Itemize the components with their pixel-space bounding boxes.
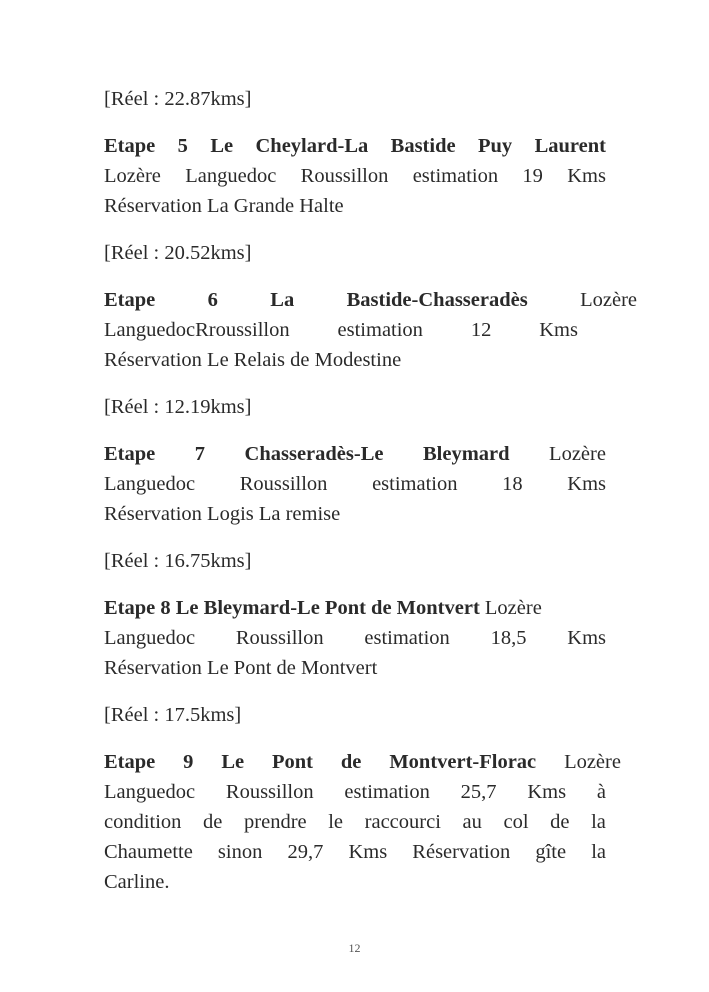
text-line: Languedoc Roussillon estimation 18,5 Kms <box>104 627 606 649</box>
real-distance: [Réel : 17.5kms] <box>104 704 242 726</box>
real-distance: [Réel : 22.87kms] <box>104 88 252 110</box>
stage-8-paragraph <box>104 593 606 683</box>
text-line: Languedoc Roussillon estimation 18 Kms <box>104 473 606 495</box>
text-line: Chaumette sinon 29,7 Kms Réservation gîte la <box>104 841 606 863</box>
stage-9-paragraph <box>104 747 621 897</box>
text-line: Réservation Logis La remise <box>104 503 341 525</box>
text-line: Réservation Le Pont de Montvert <box>104 657 378 679</box>
stage-7-paragraph <box>104 439 606 529</box>
text-line: Etape 6 La Bastide-Chasseradès Lozère <box>104 289 637 311</box>
text-line: Carline. <box>104 871 170 893</box>
page-number: 12 <box>348 941 361 955</box>
real-distance: [Réel : 12.19kms] <box>104 396 252 418</box>
text-line: Réservation La Grande Halte <box>104 195 344 217</box>
text-line: Languedoc Roussillon estimation 25,7 Kms à <box>104 781 606 803</box>
text-line: Etape 9 Le Pont de Montvert-Florac Lozère <box>104 751 621 773</box>
text-line: Réservation Le Relais de Modestine <box>104 349 402 371</box>
stage-6-paragraph <box>104 285 637 375</box>
text-line: Etape 8 Le Bleymard-Le Pont de Montvert Lozère <box>104 597 542 619</box>
stage-5-paragraph <box>104 131 606 221</box>
text-line: Etape 5 Le Cheylard-La Bastide Puy Laurent <box>104 135 606 157</box>
page-content <box>104 84 637 914</box>
text-line: condition de prendre le raccourci au col de la <box>104 811 606 833</box>
text-line: Lozère Languedoc Roussillon estimation 19 Kms <box>104 165 606 187</box>
real-distance: [Réel : 16.75kms] <box>104 550 252 572</box>
text-line: Etape 7 Chasseradès-Le Bleymard Lozère <box>104 443 606 465</box>
text-line: LanguedocRroussillon estimation 12 Kms <box>104 319 578 341</box>
real-distance: [Réel : 20.52kms] <box>104 242 252 264</box>
